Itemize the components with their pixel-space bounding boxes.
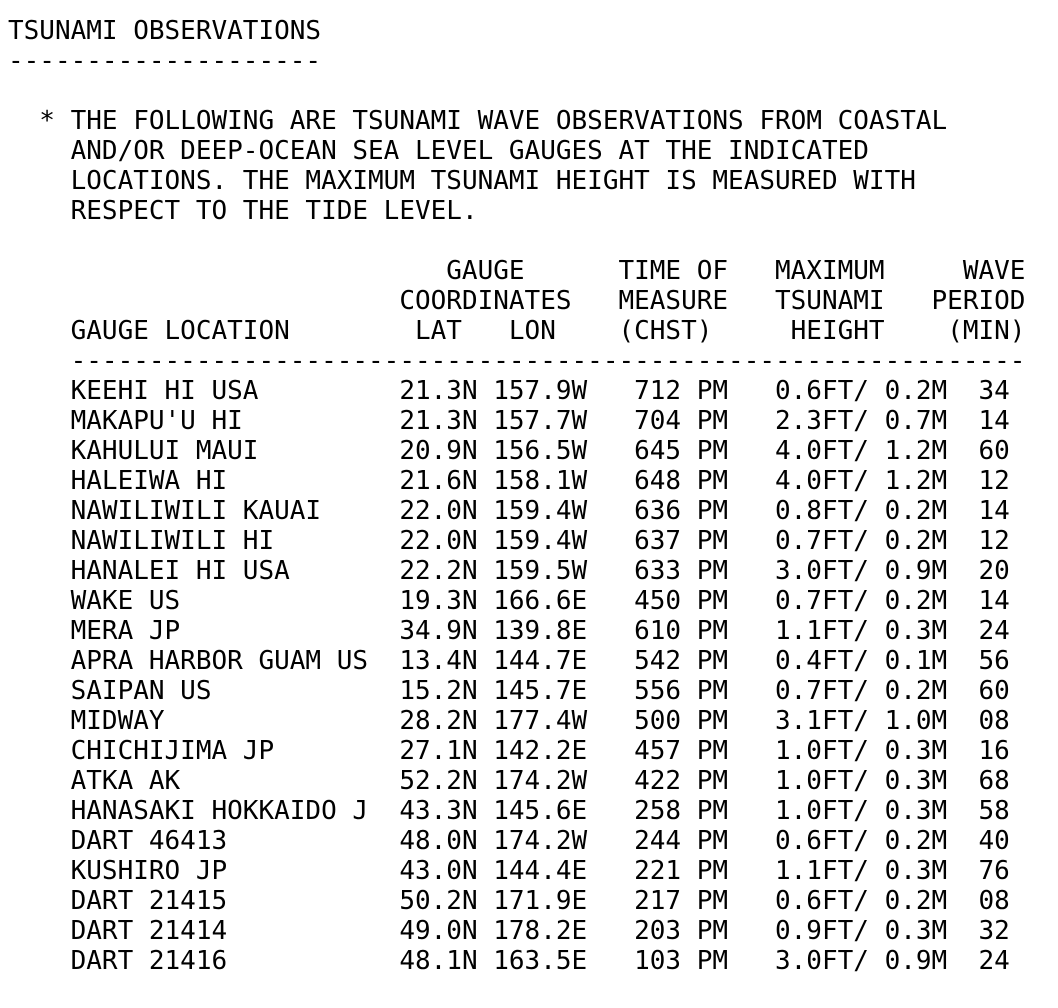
cell-lon: 156.5W bbox=[493, 436, 588, 466]
cell-period: 14 bbox=[978, 496, 1010, 526]
cell-height: 0.9FT/ 0.3M bbox=[775, 916, 948, 946]
table-row bbox=[8, 526, 1058, 556]
cell-height: 0.7FT/ 0.2M bbox=[775, 586, 948, 616]
header-measure: MEASURE bbox=[618, 286, 729, 316]
cell-location: ATKA AK bbox=[70, 766, 181, 796]
cell-time: 450 PM bbox=[634, 586, 729, 616]
section-title-line bbox=[8, 16, 1058, 46]
intro-text: LOCATIONS. THE MAXIMUM TSUNAMI HEIGHT IS MEASURED WITH bbox=[70, 166, 916, 196]
table-rule-line bbox=[8, 346, 1058, 376]
cell-period: 68 bbox=[978, 766, 1010, 796]
header-coordinates: COORDINATES bbox=[399, 286, 572, 316]
cell-location: MIDWAY bbox=[70, 706, 165, 736]
cell-lon: 139.8E bbox=[493, 616, 588, 646]
cell-location: DART 46413 bbox=[70, 826, 228, 856]
cell-lon: 163.5E bbox=[493, 946, 588, 976]
cell-height: 0.7FT/ 0.2M bbox=[775, 676, 948, 706]
table-header-line-2 bbox=[8, 286, 1058, 316]
intro-text: AND/OR DEEP-OCEAN SEA LEVEL GAUGES AT THE INDICATED bbox=[70, 136, 869, 166]
cell-location: APRA HARBOR GUAM US bbox=[70, 646, 369, 676]
cell-time: 217 PM bbox=[634, 886, 729, 916]
intro-text: THE FOLLOWING ARE TSUNAMI WAVE OBSERVATIONS FROM COASTAL bbox=[70, 106, 948, 136]
table-header-line-3 bbox=[8, 316, 1058, 346]
cell-lon: 166.6E bbox=[493, 586, 588, 616]
cell-lat: 52.2N bbox=[399, 766, 478, 796]
header-min: (MIN) bbox=[947, 316, 1026, 346]
cell-height: 3.0FT/ 0.9M bbox=[775, 946, 948, 976]
cell-period: 08 bbox=[978, 706, 1010, 736]
cell-location: MAKAPU'U HI bbox=[70, 406, 243, 436]
cell-period: 40 bbox=[978, 826, 1010, 856]
intro-line bbox=[8, 196, 1058, 226]
header-height: HEIGHT bbox=[790, 316, 885, 346]
cell-time: 636 PM bbox=[634, 496, 729, 526]
cell-lat: 49.0N bbox=[399, 916, 478, 946]
cell-lon: 145.6E bbox=[493, 796, 588, 826]
cell-lat: 43.0N bbox=[399, 856, 478, 886]
cell-height: 0.6FT/ 0.2M bbox=[775, 376, 948, 406]
table-row bbox=[8, 436, 1058, 466]
cell-lon: 145.7E bbox=[493, 676, 588, 706]
blank-line bbox=[8, 226, 1058, 256]
title-rule: -------------------- bbox=[8, 46, 322, 76]
cell-period: 16 bbox=[978, 736, 1010, 766]
header-lat: LAT bbox=[414, 316, 462, 346]
header-tsunami: TSUNAMI bbox=[775, 286, 885, 316]
cell-period: 24 bbox=[978, 946, 1010, 976]
cell-lon: 177.4W bbox=[493, 706, 588, 736]
cell-height: 0.6FT/ 0.2M bbox=[775, 886, 948, 916]
cell-location: NAWILIWILI KAUAI bbox=[70, 496, 322, 526]
cell-period: 12 bbox=[978, 526, 1010, 556]
observation-table bbox=[8, 376, 1058, 976]
table-row bbox=[8, 376, 1058, 406]
cell-time: 556 PM bbox=[634, 676, 729, 706]
cell-time: 457 PM bbox=[634, 736, 729, 766]
cell-lat: 50.2N bbox=[399, 886, 478, 916]
cell-height: 3.0FT/ 0.9M bbox=[775, 556, 948, 586]
cell-lat: 20.9N bbox=[399, 436, 478, 466]
table-row bbox=[8, 586, 1058, 616]
cell-height: 4.0FT/ 1.2M bbox=[775, 466, 948, 496]
intro-line bbox=[8, 166, 1058, 196]
cell-lat: 48.0N bbox=[399, 826, 478, 856]
cell-lat: 22.0N bbox=[399, 496, 478, 526]
table-header-line-1 bbox=[8, 256, 1058, 286]
cell-lon: 144.7E bbox=[493, 646, 588, 676]
cell-location: CHICHIJIMA JP bbox=[70, 736, 275, 766]
cell-period: 76 bbox=[978, 856, 1010, 886]
cell-lon: 159.4W bbox=[493, 526, 588, 556]
cell-height: 0.8FT/ 0.2M bbox=[775, 496, 948, 526]
header-period: PERIOD bbox=[931, 286, 1026, 316]
cell-period: 08 bbox=[978, 886, 1010, 916]
cell-height: 0.6FT/ 0.2M bbox=[775, 826, 948, 856]
cell-lon: 157.9W bbox=[493, 376, 588, 406]
intro-line bbox=[8, 106, 1058, 136]
intro-line bbox=[8, 136, 1058, 166]
cell-time: 203 PM bbox=[634, 916, 729, 946]
cell-location: SAIPAN US bbox=[70, 676, 212, 706]
header-chst: (CHST) bbox=[618, 316, 713, 346]
cell-location: KEEHI HI USA bbox=[70, 376, 259, 406]
cell-lat: 27.1N bbox=[399, 736, 478, 766]
cell-period: 34 bbox=[978, 376, 1010, 406]
cell-lon: 178.2E bbox=[493, 916, 588, 946]
cell-period: 32 bbox=[978, 916, 1010, 946]
table-row bbox=[8, 706, 1058, 736]
cell-height: 1.0FT/ 0.3M bbox=[775, 796, 948, 826]
cell-time: 542 PM bbox=[634, 646, 729, 676]
cell-height: 1.0FT/ 0.3M bbox=[775, 766, 948, 796]
cell-time: 422 PM bbox=[634, 766, 729, 796]
table-row bbox=[8, 646, 1058, 676]
cell-location: DART 21415 bbox=[70, 886, 228, 916]
table-row bbox=[8, 676, 1058, 706]
header-lon: LON bbox=[508, 316, 556, 346]
cell-period: 60 bbox=[978, 436, 1010, 466]
cell-lat: 22.0N bbox=[399, 526, 478, 556]
intro-text: RESPECT TO THE TIDE LEVEL. bbox=[70, 196, 478, 226]
cell-lat: 21.3N bbox=[399, 376, 478, 406]
cell-period: 12 bbox=[978, 466, 1010, 496]
table-row bbox=[8, 916, 1058, 946]
cell-lon: 159.4W bbox=[493, 496, 588, 526]
cell-period: 20 bbox=[978, 556, 1010, 586]
cell-time: 244 PM bbox=[634, 826, 729, 856]
cell-location: NAWILIWILI HI bbox=[70, 526, 275, 556]
cell-location: DART 21416 bbox=[70, 946, 228, 976]
cell-location: HANASAKI HOKKAIDO J bbox=[70, 796, 369, 826]
table-row bbox=[8, 736, 1058, 766]
cell-lon: 142.2E bbox=[493, 736, 588, 766]
cell-time: 712 PM bbox=[634, 376, 729, 406]
blank-line bbox=[8, 76, 1058, 106]
cell-height: 2.3FT/ 0.7M bbox=[775, 406, 948, 436]
cell-height: 0.7FT/ 0.2M bbox=[775, 526, 948, 556]
section-title: TSUNAMI OBSERVATIONS bbox=[8, 16, 322, 46]
cell-time: 221 PM bbox=[634, 856, 729, 886]
cell-height: 1.1FT/ 0.3M bbox=[775, 616, 948, 646]
cell-lat: 15.2N bbox=[399, 676, 478, 706]
table-row bbox=[8, 406, 1058, 436]
table-row bbox=[8, 856, 1058, 886]
cell-time: 648 PM bbox=[634, 466, 729, 496]
cell-time: 633 PM bbox=[634, 556, 729, 586]
table-row bbox=[8, 946, 1058, 976]
cell-time: 610 PM bbox=[634, 616, 729, 646]
cell-location: MERA JP bbox=[70, 616, 181, 646]
table-row bbox=[8, 886, 1058, 916]
table-row bbox=[8, 466, 1058, 496]
cell-period: 14 bbox=[978, 586, 1010, 616]
cell-lon: 158.1W bbox=[493, 466, 588, 496]
cell-period: 14 bbox=[978, 406, 1010, 436]
cell-location: HALEIWA HI bbox=[70, 466, 228, 496]
table-row bbox=[8, 556, 1058, 586]
cell-height: 0.4FT/ 0.1M bbox=[775, 646, 948, 676]
cell-lat: 28.2N bbox=[399, 706, 478, 736]
cell-lon: 159.5W bbox=[493, 556, 588, 586]
cell-height: 4.0FT/ 1.2M bbox=[775, 436, 948, 466]
cell-lat: 13.4N bbox=[399, 646, 478, 676]
header-time-of: TIME OF bbox=[618, 256, 729, 286]
table-row bbox=[8, 796, 1058, 826]
cell-height: 1.1FT/ 0.3M bbox=[775, 856, 948, 886]
cell-lat: 22.2N bbox=[399, 556, 478, 586]
cell-lon: 144.4E bbox=[493, 856, 588, 886]
cell-lat: 48.1N bbox=[399, 946, 478, 976]
cell-height: 3.1FT/ 1.0M bbox=[775, 706, 948, 736]
table-row bbox=[8, 766, 1058, 796]
cell-time: 645 PM bbox=[634, 436, 729, 466]
cell-location: WAKE US bbox=[70, 586, 181, 616]
header-maximum: MAXIMUM bbox=[775, 256, 885, 286]
table-row bbox=[8, 826, 1058, 856]
cell-lon: 174.2W bbox=[493, 826, 588, 856]
bullet-asterisk: * bbox=[39, 106, 55, 136]
cell-time: 704 PM bbox=[634, 406, 729, 436]
cell-time: 103 PM bbox=[634, 946, 729, 976]
cell-period: 56 bbox=[978, 646, 1010, 676]
cell-location: KAHULUI MAUI bbox=[70, 436, 259, 466]
cell-lat: 34.9N bbox=[399, 616, 478, 646]
cell-lon: 157.7W bbox=[493, 406, 588, 436]
cell-lon: 171.9E bbox=[493, 886, 588, 916]
cell-height: 1.0FT/ 0.3M bbox=[775, 736, 948, 766]
title-underline bbox=[8, 46, 1058, 76]
cell-time: 637 PM bbox=[634, 526, 729, 556]
cell-lat: 21.3N bbox=[399, 406, 478, 436]
cell-time: 500 PM bbox=[634, 706, 729, 736]
cell-location: HANALEI HI USA bbox=[70, 556, 290, 586]
cell-period: 24 bbox=[978, 616, 1010, 646]
table-rule: ------------------------------------------------------------- bbox=[70, 346, 1026, 376]
cell-lat: 21.6N bbox=[399, 466, 478, 496]
table-row bbox=[8, 616, 1058, 646]
cell-lon: 174.2W bbox=[493, 766, 588, 796]
cell-location: KUSHIRO JP bbox=[70, 856, 228, 886]
cell-period: 60 bbox=[978, 676, 1010, 706]
header-gauge-location: GAUGE LOCATION bbox=[70, 316, 290, 346]
cell-location: DART 21414 bbox=[70, 916, 228, 946]
header-wave: WAVE bbox=[962, 256, 1026, 286]
cell-lat: 43.3N bbox=[399, 796, 478, 826]
table-row bbox=[8, 496, 1058, 526]
cell-lat: 19.3N bbox=[399, 586, 478, 616]
header-gauge: GAUGE bbox=[446, 256, 525, 286]
cell-time: 258 PM bbox=[634, 796, 729, 826]
cell-period: 58 bbox=[978, 796, 1010, 826]
